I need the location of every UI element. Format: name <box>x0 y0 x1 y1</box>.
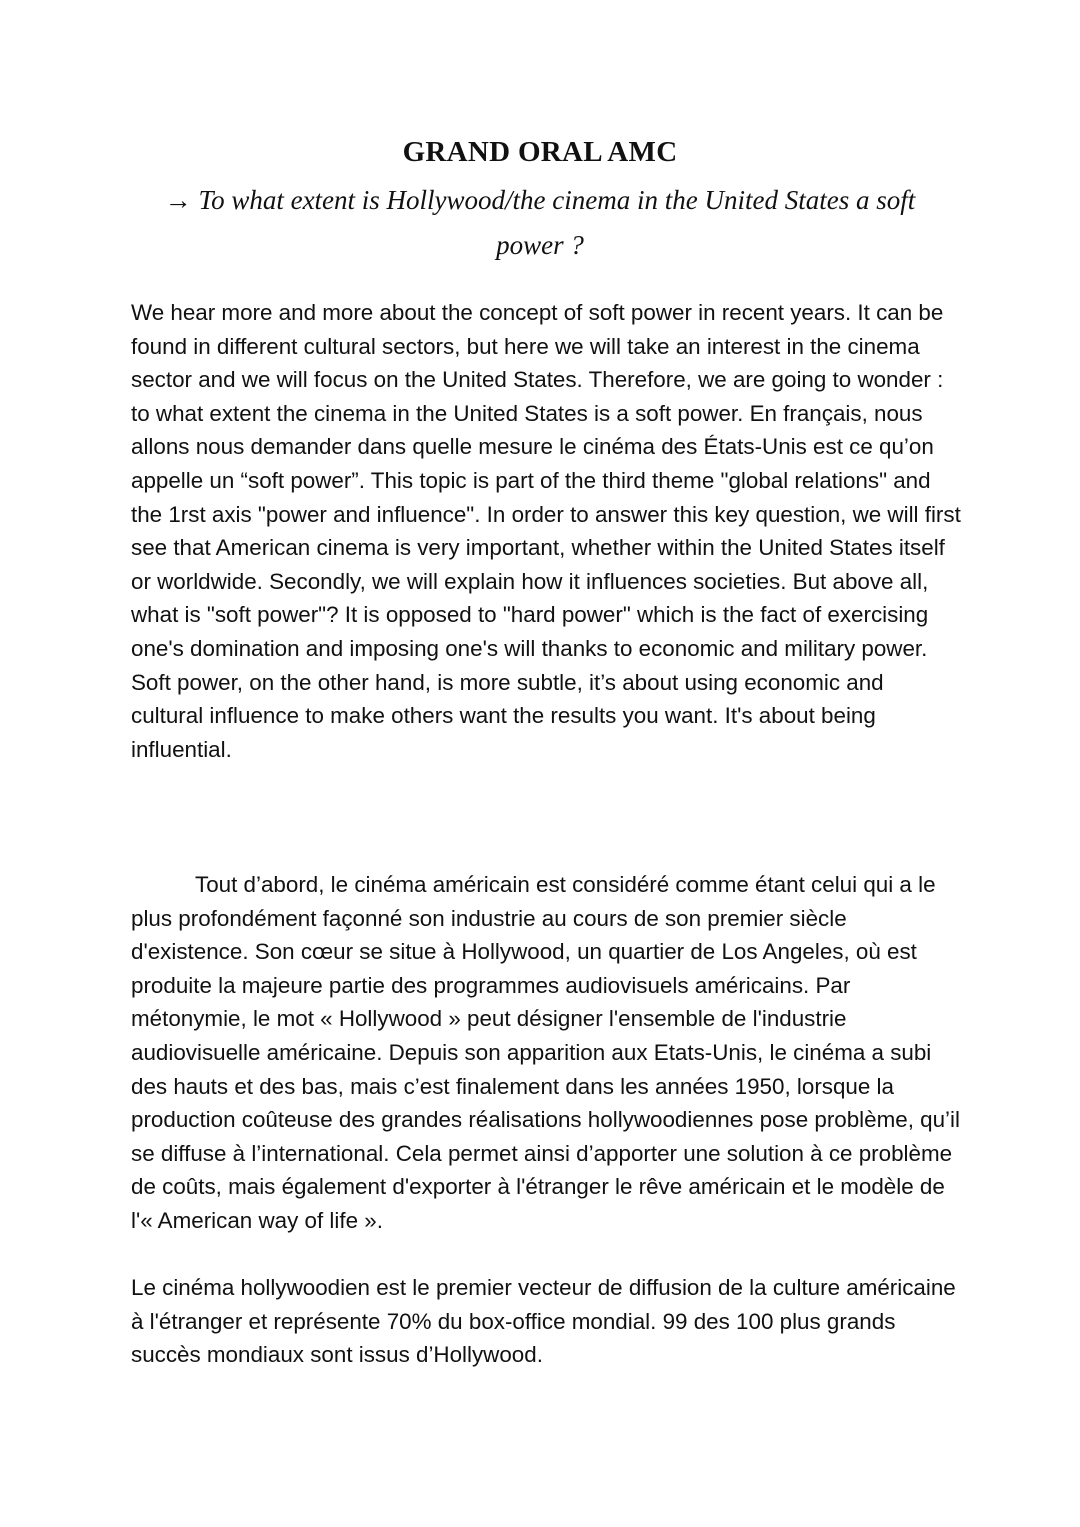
introduction-paragraph: We hear more and more about the concept of soft power in recent years. It can be found in different cultural sectors, but here we will take an interest in the cinema sector and we will focus on the United States. Therefore, we are going to wonder : to what extent the cinema in the United States is a soft power. En français, nous allons nous demander dans quelle mesure le cinéma des États-Unis est ce qu’on appelle un “soft power”. This topic is part of the third theme "global relations" and the 1rst axis "power and influence". In order to answer this key question, we will first see that American cinema is very important, whether within the United States itself or worldwide. Secondly, we will explain how it influences societies. But above all, what is "soft power"? It is opposed to "hard power" which is the fact of exercising one's domination and imposing one's will thanks to economic and military power. Soft power, on the other hand, is more subtle, it’s about using economic and cultural influence to make others want the results you want. It's about being influential. <box>131 300 961 762</box>
document-title: GRAND ORAL AMC <box>402 136 678 168</box>
body-paragraph-hollywood: Tout d’abord, le cinéma américain est considéré comme étant celui qui a le plus profondément façonné son industrie au cours de son premier siècle d'existence. Son cœur se situe à Hollywood, un quartier de Los Angeles, où est produite la majeure partie des programmes audiovisuels américains. Par métonymie, le mot « Hollywood » peut désigner l'ensemble de l'industrie audiovisuelle américaine. Depuis son apparition aux Etats-Unis, le cinéma a subi des hauts et des bas, mais c’est finalement dans les années 1950, lorsque la production coûteuse des grandes réalisations hollywoodiennes pose problème, qu’il se diffuse à l’international. Cela permet ainsi d’apporter une solution à ce problème de coûts, mais également d'exporter à l'étranger le rêve américain et le modèle de l'« American way of life ». <box>131 872 960 1233</box>
body-paragraph-box-office: Le cinéma hollywoodien est le premier vecteur de diffusion de la culture américaine à l'étranger et représente 70% du box-office mondial. 99 des 100 plus grands succès mondiaux sont issus d’Hollywood. <box>131 1275 956 1368</box>
problem-question: → To what extent is Hollywood/the cinema in the United States a soft power ? <box>164 185 916 260</box>
